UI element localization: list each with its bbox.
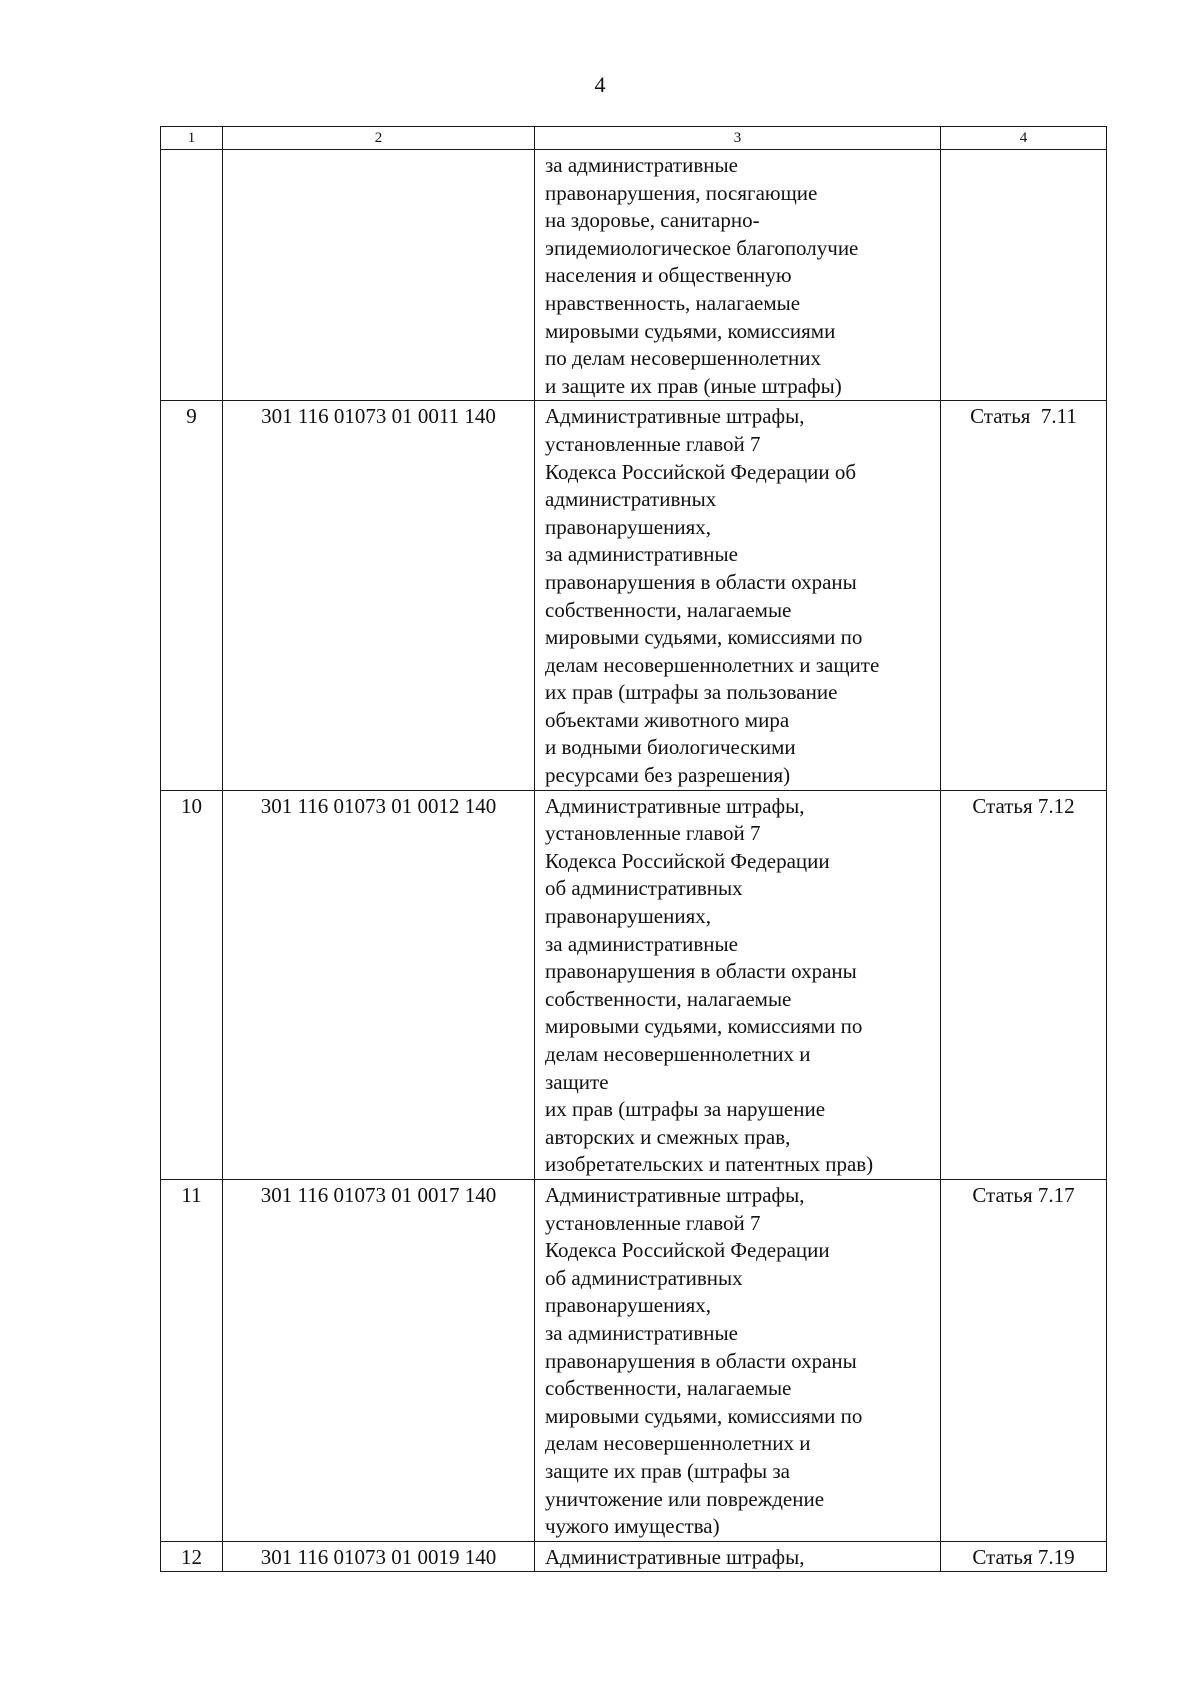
description-line: населения и общественную — [545, 263, 792, 288]
row-number-cell: 9 — [161, 401, 223, 790]
description-line: делам несовершеннолетних и — [545, 1431, 811, 1456]
row-number-cell: 11 — [161, 1179, 223, 1541]
description-line: нравственность, налагаемые — [545, 290, 801, 315]
description-line: собственности, налагаемые — [545, 986, 792, 1011]
description-line: правонарушения в области охраны — [545, 959, 857, 984]
description-line: собственности, налагаемые — [545, 597, 792, 622]
column-number-header: 4 — [941, 127, 1107, 150]
description-line: правонарушения в области охраны — [545, 1348, 857, 1373]
description-line: делам несовершеннолетних и защите — [545, 652, 880, 677]
description-line: об административных — [545, 1265, 743, 1290]
description-line: правонарушениях, — [545, 904, 711, 929]
description-line: защите — [545, 1069, 609, 1094]
description-line: Административные штрафы, — [545, 1544, 805, 1569]
description-line: административных — [545, 487, 717, 512]
row-number-cell — [161, 150, 223, 401]
table-row — [161, 1541, 1107, 1572]
description-line: правонарушения в области охраны — [545, 569, 857, 594]
description-cell — [535, 1541, 941, 1572]
article-cell: Статья 7.17 — [941, 1179, 1107, 1541]
kbk-code-cell: 301 116 01073 01 0017 140 — [223, 1179, 535, 1541]
article-cell — [941, 150, 1107, 401]
page-number: 4 — [594, 72, 606, 97]
table-row-continuation — [161, 150, 1107, 401]
description-cell — [535, 150, 941, 401]
description-line: объектами животного мира — [545, 707, 790, 732]
description-line: правонарушениях, — [545, 1293, 711, 1318]
description-line: и защите их прав (иные штрафы) — [545, 373, 842, 398]
fines-table — [160, 126, 1107, 1572]
description-line: за административные — [545, 931, 738, 956]
description-line: авторских и смежных прав, — [545, 1124, 791, 1149]
column-number-header: 3 — [535, 127, 941, 150]
description-line: Кодекса Российской Федерации об — [545, 459, 857, 484]
description-cell — [535, 790, 941, 1179]
description-line: ресурсами без разрешения) — [545, 763, 791, 788]
kbk-code-cell: 301 116 01073 01 0011 140 — [223, 401, 535, 790]
description-line: правонарушения, посягающие — [545, 180, 818, 205]
column-number-row — [161, 127, 1107, 150]
table-row — [161, 1179, 1107, 1541]
description-line: установленные главой 7 — [545, 1210, 761, 1235]
column-number-header: 2 — [223, 127, 535, 150]
table-row — [161, 401, 1107, 790]
description-line: Кодекса Российской Федерации — [545, 848, 830, 873]
description-line: мировыми судьями, комиссиями — [545, 318, 836, 343]
description-line: за административные — [545, 153, 738, 177]
description-line: делам несовершеннолетних и — [545, 1042, 811, 1066]
description-line: правонарушениях, — [545, 514, 711, 539]
kbk-code-cell — [223, 150, 535, 401]
description-line: мировыми судьями, комиссиями по — [545, 1403, 863, 1428]
column-number-header: 1 — [161, 127, 223, 150]
description-cell — [535, 1179, 941, 1541]
description-line: их прав (штрафы за нарушение — [545, 1097, 826, 1122]
description-line: уничтожение или повреждение — [545, 1486, 825, 1511]
description-line: мировыми судьями, комиссиями по — [545, 1014, 863, 1039]
article-cell: Статья 7.12 — [941, 790, 1107, 1179]
description-line: мировыми судьями, комиссиями по — [545, 625, 863, 650]
description-line: за административные — [545, 542, 738, 567]
row-number-cell: 12 — [161, 1541, 223, 1572]
article-cell: Статья 7.11 — [941, 401, 1107, 790]
description-line: на здоровье, санитарно- — [545, 208, 760, 233]
description-line: Административные штрафы, — [545, 1182, 805, 1207]
article-cell: Статья 7.19 — [941, 1541, 1107, 1572]
description-line: Административные штрафы, — [545, 404, 805, 429]
description-line: Кодекса Российской Федерации — [545, 1238, 830, 1263]
row-number-cell: 10 — [161, 790, 223, 1179]
description-line: установленные главой 7 — [545, 431, 761, 456]
description-line: об административных — [545, 876, 743, 901]
description-line: чужого имущества) — [545, 1514, 720, 1539]
kbk-code-cell: 301 116 01073 01 0012 140 — [223, 790, 535, 1179]
description-line: за административные — [545, 1320, 738, 1345]
table-row — [161, 790, 1107, 1179]
description-line: по делам несовершеннолетних — [545, 346, 821, 371]
description-line: эпидемиологическое благополучие — [545, 235, 859, 260]
description-cell — [535, 401, 941, 790]
description-line: и водными биологическими — [545, 735, 796, 760]
description-line: Административные штрафы, — [545, 793, 805, 818]
description-line: изобретательских и патентных прав) — [545, 1152, 874, 1177]
description-line: установленные главой 7 — [545, 821, 761, 846]
description-line: собственности, налагаемые — [545, 1376, 792, 1401]
kbk-code-cell: 301 116 01073 01 0019 140 — [223, 1541, 535, 1572]
description-line: защите их прав (штрафы за — [545, 1458, 790, 1483]
description-line: их прав (штрафы за пользование — [545, 680, 838, 705]
